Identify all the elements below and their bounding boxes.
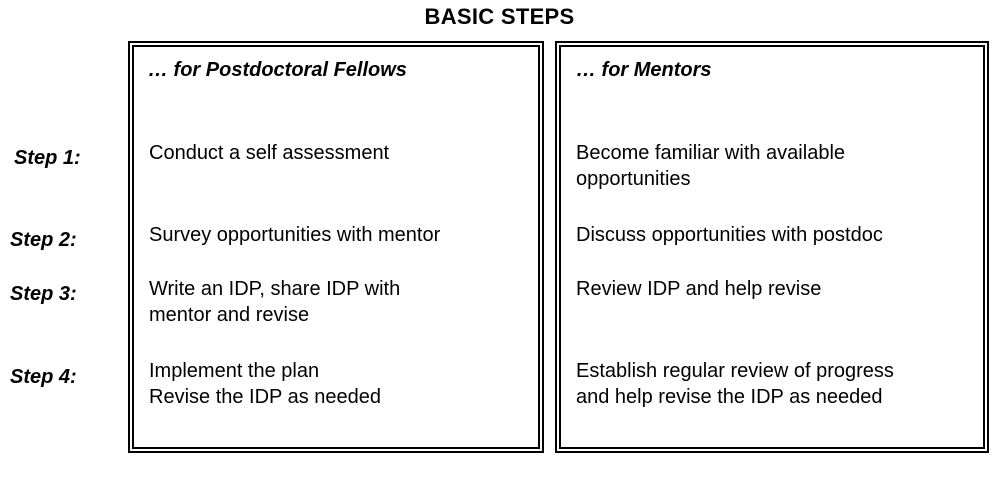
step-4-postdoc-text: Implement the plan Revise the IDP as needed [149, 360, 382, 408]
step-4-mentor-text: Establish regular review of progress and help revise the IDP as needed [576, 360, 894, 408]
step-3-postdoc-text: Write an IDP, share IDP with mentor and revise [149, 278, 401, 326]
mentor-column-header: … for Mentors [576, 59, 712, 81]
step-2-mentor-text: Discuss opportunities with postdoc [576, 224, 883, 246]
step-3-label: Step 3: [10, 283, 77, 305]
postdoc-column-header: … for Postdoctoral Fellows [148, 59, 407, 81]
step-4-label: Step 4: [10, 366, 77, 388]
step-1-mentor-text: Become familiar with available opportunities [576, 142, 846, 190]
page-title: BASIC STEPS [424, 4, 575, 29]
step-1-postdoc-text: Conduct a self assessment [149, 142, 390, 164]
step-2-postdoc-text: Survey opportunities with mentor [149, 224, 441, 246]
step-2-label: Step 2: [10, 229, 77, 251]
step-3-mentor-text: Review IDP and help revise [576, 278, 822, 300]
step-1-label: Step 1: [14, 147, 81, 169]
